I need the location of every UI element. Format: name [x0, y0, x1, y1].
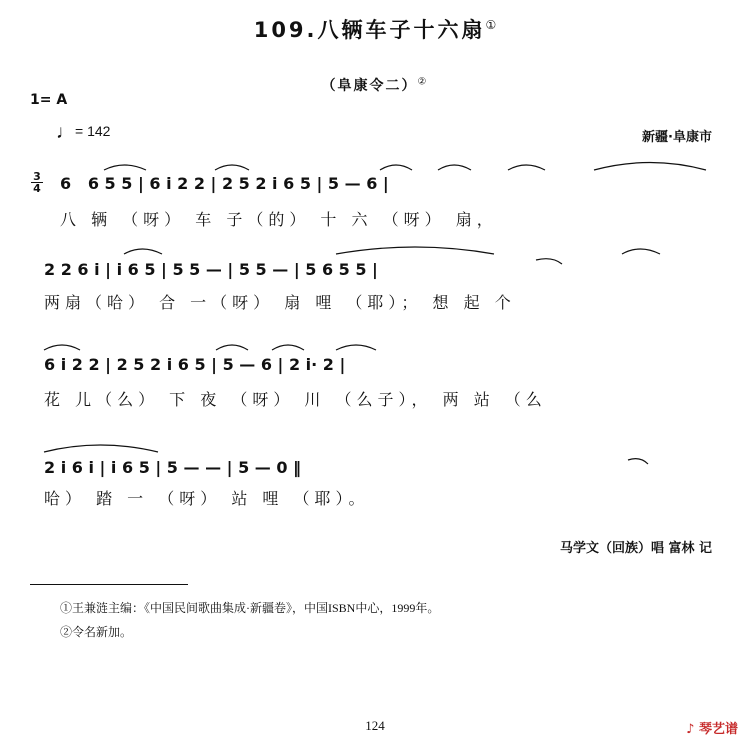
tempo-marking: ♩= 142 [56, 122, 111, 143]
staff-2-lyrics: 两扇（哈） 合 一（呀） 扇 哩 （耶）； 想 起 个 [44, 293, 516, 312]
staff-3-lyrics: 花 儿（么） 下 夜 （呀） 川 （么子）， 两 站 （么 [44, 390, 547, 409]
footnote-2: ②令名新加。 [60, 625, 133, 639]
staff-1-notation: 6 6 5 5 | 6 i 2 2 | 2 5 2 i 6 5 | 5 — 6 | [60, 174, 389, 193]
slur [622, 249, 660, 254]
title-footnote-mark: ① [485, 18, 497, 32]
slur [336, 345, 376, 350]
credit-line: 马学文（回族）唱 富林 记 [559, 541, 712, 556]
slur [124, 249, 162, 254]
slur [44, 345, 80, 350]
slur [216, 345, 248, 350]
slur [508, 165, 545, 170]
staff-3-notation: 6 i 2 2 | 2 5 2 i 6 5 | 5 — 6 | 2 i· 2 | [44, 355, 346, 374]
footnote-rule [30, 584, 188, 585]
staff-4-notation: 2 i 6 i | i 6 5 | 5 — — | 5 — 0 ‖ [44, 458, 302, 477]
watermark-logo: ♪ 琴艺谱 [686, 722, 738, 737]
subtitle-footnote-mark: ② [417, 76, 429, 88]
time-signature: 3 4 [30, 171, 44, 194]
key-signature: 1= A [30, 92, 68, 108]
staff-1-lyrics: 八 辆 （呀） 车 子（的） 十 六 （呀） 扇， [60, 210, 498, 229]
logo-icon: ♪ [686, 722, 699, 737]
quarter-note-icon: ♩ [56, 122, 75, 143]
staff-4-lyrics: 哈） 踏 一 （呀） 站 哩 （耶）。 [44, 489, 370, 508]
slur [380, 165, 412, 170]
slur [272, 345, 304, 350]
slur [44, 445, 158, 452]
region-label: 新疆·阜康市 [642, 130, 712, 145]
tie-end [536, 259, 562, 264]
slur [336, 247, 494, 254]
slur [438, 165, 471, 170]
footnote-1: ①王兼涟主编：《中国民间歌曲集成·新疆卷》，中国ISBN中心，1999年。 [60, 601, 440, 615]
slur [594, 163, 706, 171]
slur [104, 165, 146, 170]
staff-2-notation: 2 2 6 i | i 6 5 | 5 5 — | 5 5 — | 5 6 5 5 | [44, 260, 378, 279]
page-number: 124 [365, 718, 385, 733]
slur [215, 165, 249, 170]
song-subtitle: （阜康令二）② [321, 76, 429, 94]
tie-end [628, 459, 648, 464]
song-title: 109.八辆车子十六扇① [253, 18, 497, 42]
